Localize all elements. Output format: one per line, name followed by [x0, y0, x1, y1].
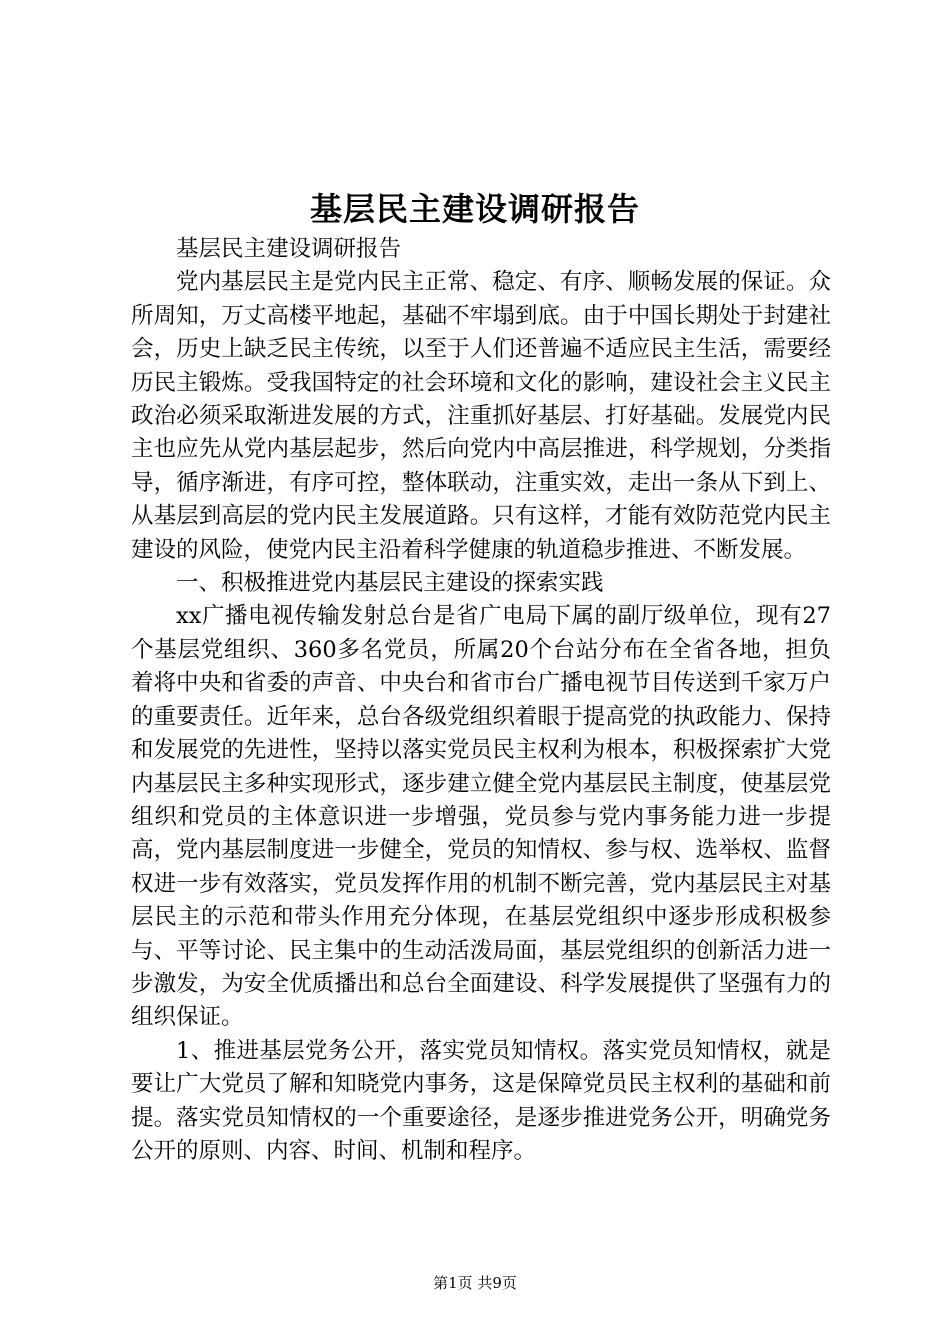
document-body — [131, 233, 831, 1168]
intro-paragraph: 党内基层民主是党内民主正常、稳定、有序、顺畅发展的保证。众所周知，万丈高楼平地起，基础不牢塌到底。由于中国长期处于封建社会，历史上缺乏民主传统，以至于人们还普遍不适应民主生活，需要经历民主锻炼。受我国特定的社会环境和文化的影响，建设社会主义民主政治必须采取渐进发展的方式，注重抓好基层、打好基础。发展党内民主也应先从党内基层起步，然后向党内中高层推进，科学规划，分类指导，循序渐进，有序可控，整体联动，注重实效，走出一条从下到上、从基层到高层的党内民主发展道路。只有这样，才能有效防范党内民主建设的风险，使党内民主沿着科学健康的轨道稳步推进、不断发展。 — [131, 269, 831, 563]
body-paragraph: 1、推进基层党务公开，落实党员知情权。落实党员知情权，就是要让广大党员了解和知晓党内事务，这是保障党员民主权利的基础和前提。落实党员知情权的一个重要途径，是逐步推进党务公开，明确党务公开的原则、内容、时间、机制和程序。 — [131, 1037, 831, 1164]
body-paragraph: xx广播电视传输发射总台是省广电局下属的副厅级单位，现有27个基层党组织、360多名党员，所属20个台站分布在全省各地，担负着将中央和省委的声音、中央台和省市台广播电视节目传送到千家万户的重要责任。近年来，总台各级党组织着眼于提高党的执政能力、保持和发展党的先进性，坚持以落实党员民主权利为根本，积极探索扩大党内基层民主多种实现形式，逐步建立健全党内基层民主制度，使基层党组织和党员的主体意识进一步增强，党员参与党内事务能力进一步提高，党内基层制度进一步健全，党员的知情权、参与权、选举权、监督权进一步有效落实，党员发挥作用的机制不断完善，党内基层民主对基层民主的示范和带头作用充分体现，在基层党组织中逐步形成积极参与、平等讨论、民主集中的生动活泼局面，基层党组织的创新活力进一步激发，为安全优质播出和总台全面建设、科学发展提供了坚强有力的组织保证。 — [131, 603, 831, 1031]
page-footer: 第1页 共9页 — [433, 1274, 517, 1292]
document-title: 基层民主建设调研报告 — [309, 190, 640, 228]
subtitle-paragraph: 基层民主建设调研报告 — [176, 236, 402, 262]
section-heading: 一、积极推进党内基层民主建设的探索实践 — [176, 570, 604, 597]
